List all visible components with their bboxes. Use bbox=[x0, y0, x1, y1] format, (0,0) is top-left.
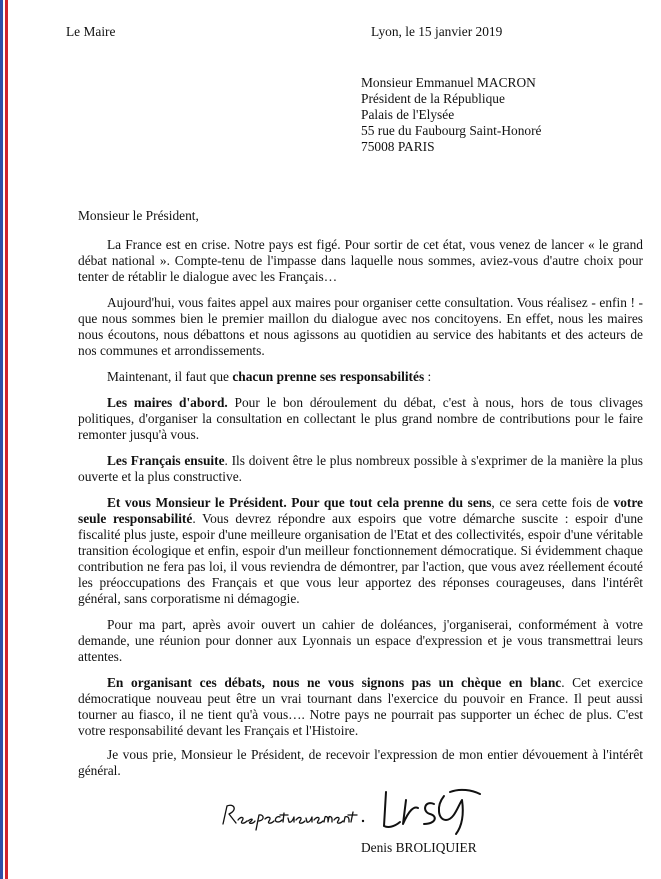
text-run: : bbox=[424, 369, 432, 384]
bold-run: Les maires d'abord. bbox=[107, 395, 228, 410]
text-run: , ce sera cette fois de bbox=[491, 495, 614, 510]
text-run: . Ils doivent être le plus nombreux possible à s'exprimer de la manière la plus ouverte et la plus constructive. bbox=[78, 453, 643, 484]
bold-run: En organisant ces débats, nous ne vous signons pas un chèque en blanc bbox=[107, 675, 562, 690]
bold-run: Les Français ensuite bbox=[107, 453, 225, 468]
paragraph-blank-check bbox=[78, 675, 643, 739]
recipient-line: 75008 PARIS bbox=[361, 139, 435, 154]
paragraph-closing-formula: Je vous prie, Monsieur le Président, de recevoir l'expression de mon entier dévouement à l'intérêt général. bbox=[78, 747, 643, 778]
text-run: Pour le bon déroulement du débat, c'est à nous, hors de tous clivages politiques, d'organiser la consultation en collectant le plus grand nombre de contributions pour le faire remonter jusqu'à vous. bbox=[78, 395, 643, 442]
paragraph-president bbox=[78, 495, 643, 607]
handwritten-closing-text: Respectueusement . bbox=[220, 798, 228, 799]
sender-label: Le Maire bbox=[66, 24, 116, 39]
paragraph-mayors-first bbox=[78, 395, 643, 443]
recipient-line: Président de la République bbox=[361, 91, 505, 106]
paragraph-french-next bbox=[78, 453, 643, 485]
text-run: Maintenant, il faut que bbox=[107, 369, 233, 384]
signer-name: Denis BROLIQUIER bbox=[361, 840, 477, 855]
bold-run: Et vous Monsieur le Président. Pour que tout cela prenne du sens bbox=[107, 495, 492, 510]
salutation: Monsieur le Président, bbox=[78, 208, 199, 223]
recipient-line: Monsieur Emmanuel MACRON bbox=[361, 75, 536, 90]
date-line: Lyon, le 15 janvier 2019 bbox=[371, 24, 503, 39]
recipient-line: 55 rue du Faubourg Saint-Honoré bbox=[361, 123, 542, 138]
handwritten-closing bbox=[220, 798, 370, 832]
paragraph-my-part: Pour ma part, après avoir ouvert un cahier de doléances, j'organiserai, conformément à votre demande, une réunion pour donner aux Lyonnais un espace d'expression et je vous transmettrai leurs attentes. bbox=[78, 617, 643, 664]
paragraph-mayors-call: Aujourd'hui, vous faites appel aux maires pour organiser cette consultation. Vous réalisez - enfin ! - que nous sommes bien le premier maillon du dialogue avec nos concitoyens. En effet, nous les maires nous écoutons, nous débattons et nous agissons au quotidien au service des habitants et des acteurs de nos communes et arrondissements. bbox=[78, 295, 643, 358]
paragraph-responsibilities bbox=[78, 369, 643, 385]
recipient-line: Palais de l'Elysée bbox=[361, 107, 455, 122]
tricolor-stripe-red bbox=[5, 0, 8, 879]
bold-run: chacun prenne ses responsabilités bbox=[232, 369, 425, 384]
paragraph-crisis: La France est en crise. Notre pays est figé. Pour sortir de cet état, vous venez de lancer « le grand débat national ». Compte-tenu de l'impasse dans laquelle nous sommes, aviez-vous d'autre choix pour tenter de rétablir le dialogue avec les Français… bbox=[78, 237, 643, 284]
text-run: . Cet exercice démocratique nouveau peut être un vrai tournant dans l'exercice du pouvoir en France. Il peut aussi tourner au fiasco, il ne tient qu'à vous…. Notre pays ne pourrait pas supporter un échec de plus. C'est votre responsabilité devant les Français et l'Histoire. bbox=[78, 675, 643, 738]
text-run: . Vous devrez répondre aux espoirs que votre démarche suscite : espoir d'une fiscalité plus juste, espoir d'une meilleure organisation de l'Etat et des collectivités, espoir d'une véritable transition écologique et enfin, espoir d'un meilleur fonctionnement démocratique. Si évidemment chaque contribution ne fera pas loi, il vous reviendra de démontrer, par l'action, que vous avez réellement écouté les préoccupations des Français et que vous leur apportez des réponses courageuses, dans l'intérêt général, sans corporatisme ni démagogie. bbox=[78, 511, 644, 606]
bold-run: votre seule responsabilité bbox=[78, 495, 643, 526]
recipient-address bbox=[361, 75, 542, 155]
signature-mark bbox=[376, 786, 486, 838]
letter-body bbox=[78, 208, 643, 789]
